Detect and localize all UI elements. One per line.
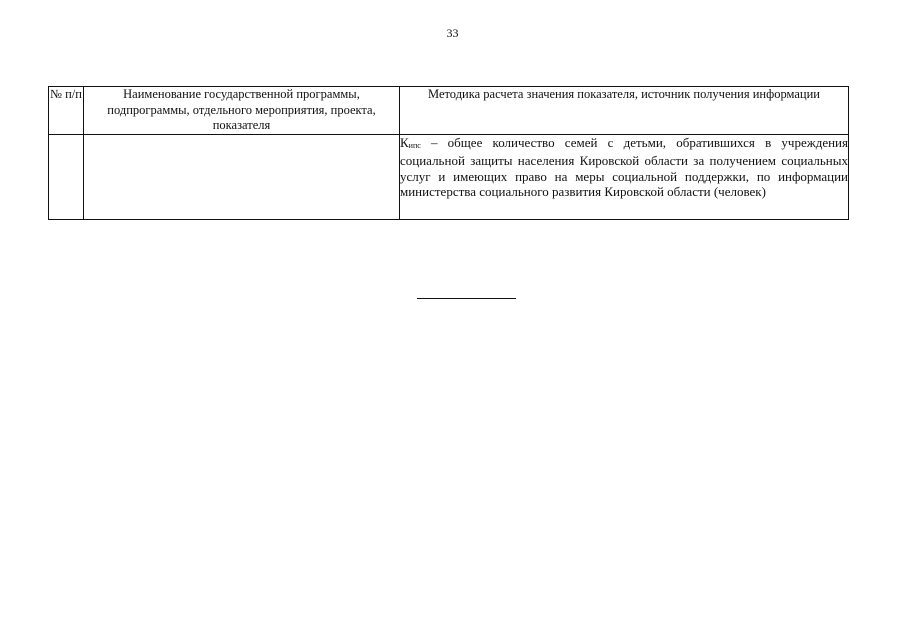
method-description: – общее количество семей с детьми, обратившихся в учреждения социальной защиты населения Кировской области за получением социальных услуг и имеющих право на меры социальной поддержки, по информации министерства социального развития Кировской области (человек) [400,134,848,200]
method-variable-subscript: ипс [408,140,421,150]
table-row [49,134,849,219]
table-header-row [49,87,849,135]
header-num: № п/п [49,87,84,135]
header-name: Наименование государственной программы, подпрограммы, отдельного мероприятия, проекта, показателя [84,87,400,135]
page-number: 33 [446,26,459,40]
end-separator-line [417,298,516,299]
indicator-table [48,86,849,220]
header-method: Методика расчета значения показателя, источник получения информации [400,87,849,135]
cell-method [400,134,849,219]
method-variable: К [400,134,409,150]
cell-num [49,134,84,219]
cell-name [84,134,400,219]
